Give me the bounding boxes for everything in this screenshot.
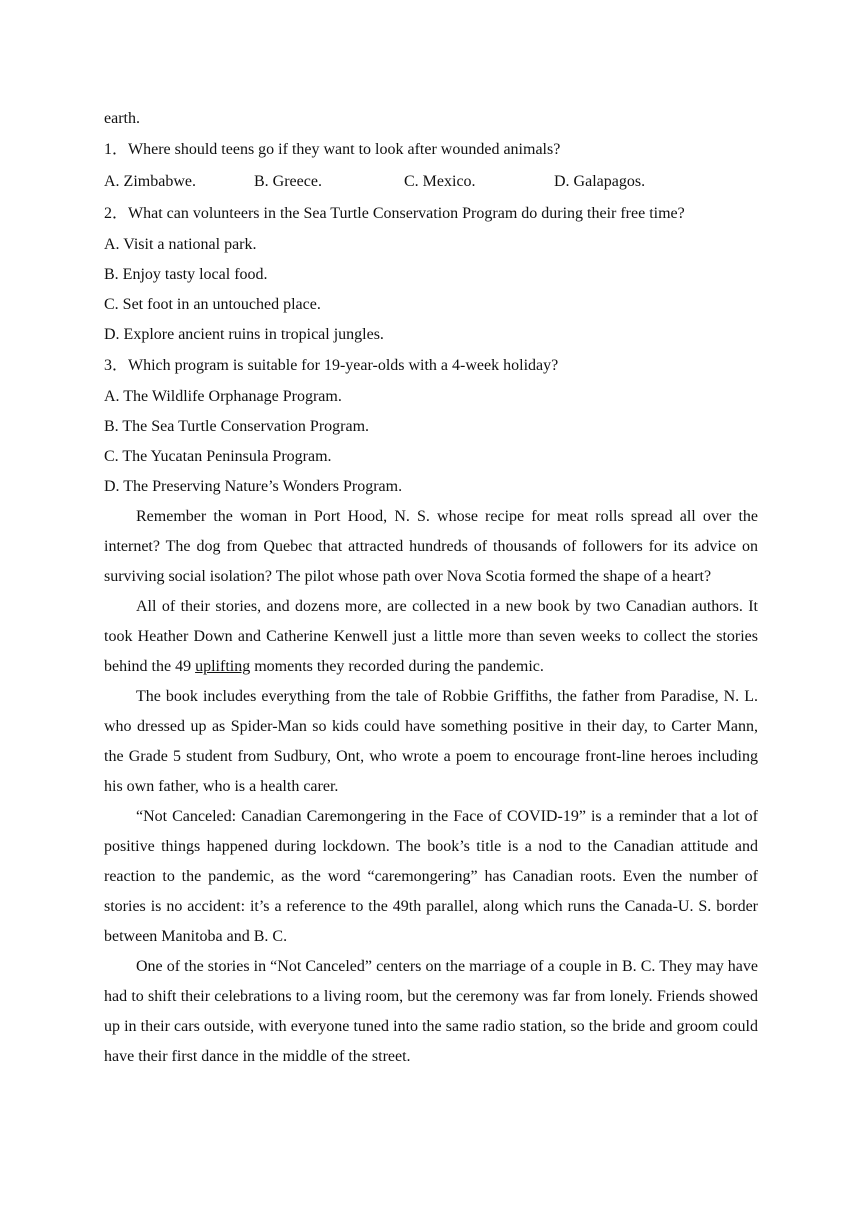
underlined-word: uplifting (195, 658, 251, 675)
option-a: A. Visit a national park. (104, 236, 257, 253)
paragraph-2-text-start: All of their stories, and dozens more, are collected in a new book by two Canadian authors. It took Heather Down and Catherine Kenwell just a little more than seven weeks to collect the stories behind the 49 (104, 598, 758, 675)
option-a: A. The Wildlife Orphanage Program. (104, 388, 342, 405)
question-3-stem: 3．Which program is suitable for 19-year-olds with a 4-week holiday? (104, 357, 559, 374)
continuation-text: earth. (104, 110, 140, 127)
question-1-stem: 1．Where should teens go if they want to look after wounded animals? (104, 141, 561, 158)
option-d: D. Explore ancient ruins in tropical jungles. (104, 326, 384, 343)
passage-paragraph-4: “Not Canceled: Canadian Caremongering in the Face of COVID-19” is a reminder that a lot of positive things happened during lockdown. The book’s title is a nod to the Canadian attitude and reaction to the pandemic, as the word “caremongering” has Canadian roots. Even the number of stories is no accident: it’s a reference to the 49th parallel, along which runs the Canada-U. S. border between Manitoba and B. C. (104, 808, 758, 945)
option-b: B. Greece. (254, 173, 322, 190)
question-2-stem: 2．What can volunteers in the Sea Turtle Conservation Program do during their free time? (104, 205, 685, 222)
option-a: A. Zimbabwe. (104, 173, 196, 190)
option-c: C. Mexico. (404, 173, 476, 190)
passage-paragraph-1: Remember the woman in Port Hood, N. S. whose recipe for meat rolls spread all over the internet? The dog from Quebec that attracted hundreds of thousands of followers for its advice on surviving social isolation? The pilot whose path over Nova Scotia formed the shape of a heart? (104, 508, 758, 585)
passage-paragraph-5: One of the stories in “Not Canceled” centers on the marriage of a couple in B. C. They may have had to shift their celebrations to a living room, but the ceremony was far from lonely. Friends showed up in their cars outside, with everyone tuned into the same radio station, so the bride and groom could have their first dance in the middle of the street. (104, 958, 758, 1065)
option-c: C. Set foot in an untouched place. (104, 296, 321, 313)
option-d: D. Galapagos. (554, 173, 646, 190)
document-content (104, 104, 758, 1072)
option-b: B. The Sea Turtle Conservation Program. (104, 418, 370, 435)
passage-paragraph-3: The book includes everything from the tale of Robbie Griffiths, the father from Paradise, N. L. who dressed up as Spider-Man so kids could have something positive in their day, to Carter Mann, the Grade 5 student from Sudbury, Ont, who wrote a poem to encourage front-line heroes including his own father, who is a health carer. (104, 688, 758, 795)
question-1-options (104, 166, 758, 198)
passage-paragraph-2 (104, 592, 758, 682)
option-b: B. Enjoy tasty local food. (104, 266, 268, 283)
paragraph-2-text-end: moments they recorded during the pandemic. (250, 658, 544, 675)
option-d: D. The Preserving Nature’s Wonders Program. (104, 478, 403, 495)
option-c: C. The Yucatan Peninsula Program. (104, 448, 332, 465)
